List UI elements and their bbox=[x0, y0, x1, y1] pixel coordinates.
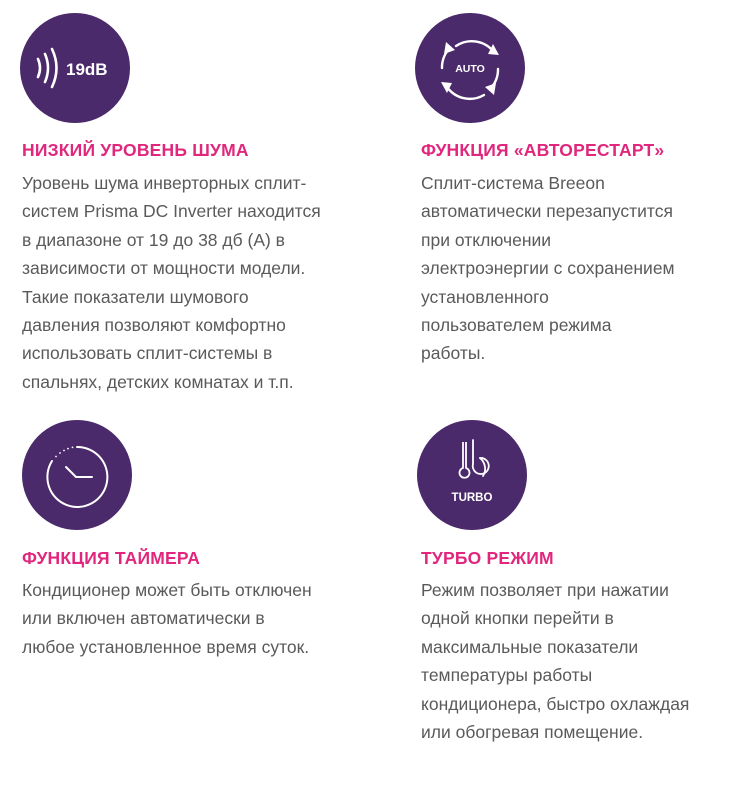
description-line: любое установленное время суток. bbox=[22, 636, 310, 657]
description-line: зависимости от мощности модели. bbox=[22, 258, 306, 279]
auto-restart-icon bbox=[415, 13, 525, 123]
description-line: электроэнергии с сохранением bbox=[421, 258, 675, 279]
timer-clock-icon bbox=[22, 420, 132, 530]
description-line: использовать сплит-системы в bbox=[22, 343, 273, 364]
description-line: кондиционера, быстро охлаждая bbox=[421, 693, 690, 714]
description-line: одной кнопки перейти в bbox=[421, 608, 614, 629]
description-line: или обогревая помещение. bbox=[421, 722, 644, 743]
description-line: пользователем режима bbox=[421, 315, 612, 336]
description-line: автоматически перезапустится bbox=[421, 201, 673, 222]
description-line: или включен автоматически в bbox=[22, 608, 265, 629]
icon-label-auto: AUTO bbox=[455, 63, 485, 75]
icon-label-turbo: TURBO bbox=[451, 492, 493, 504]
description-line: температуры работы bbox=[421, 665, 593, 686]
turbo-icon bbox=[417, 420, 527, 530]
feature-title: НИЗКИЙ УРОВЕНЬ ШУМА bbox=[22, 140, 249, 160]
description-line: давления позволяют комфортно bbox=[22, 315, 286, 336]
description-line: Кондиционер может быть отключен bbox=[22, 580, 312, 600]
feature-title: ФУНКЦИЯ ТАЙМЕРА bbox=[22, 548, 201, 568]
description-line: Такие показатели шумового bbox=[22, 286, 249, 307]
feature-title: ФУНКЦИЯ «АВТОРЕСТАРТ» bbox=[421, 140, 665, 160]
description-line: установленного bbox=[421, 286, 549, 307]
description-line: систем Prisma DC Inverter находится bbox=[22, 201, 321, 222]
feature-description bbox=[421, 576, 689, 746]
sound-waves-19db-icon bbox=[20, 13, 130, 123]
description-line: работы. bbox=[421, 343, 486, 364]
description-line: спальнях, детских комнатах и т.п. bbox=[22, 371, 294, 392]
description-line: Сплит-система Breeon bbox=[421, 173, 605, 193]
feature-title: ТУРБО РЕЖИМ bbox=[421, 548, 554, 568]
description-line: в диапазоне от 19 до 38 дб (А) в bbox=[22, 229, 285, 250]
icon-label-19db: 19dB bbox=[66, 60, 108, 79]
description-line: Режим позволяет при нажатии bbox=[421, 580, 669, 600]
description-line: максимальные показатели bbox=[421, 636, 639, 657]
description-line: при отключении bbox=[421, 229, 552, 250]
feature-description bbox=[421, 169, 675, 368]
feature-description bbox=[22, 576, 312, 661]
description-line: Уровень шума инверторных сплит- bbox=[22, 173, 307, 193]
feature-description bbox=[22, 169, 321, 396]
